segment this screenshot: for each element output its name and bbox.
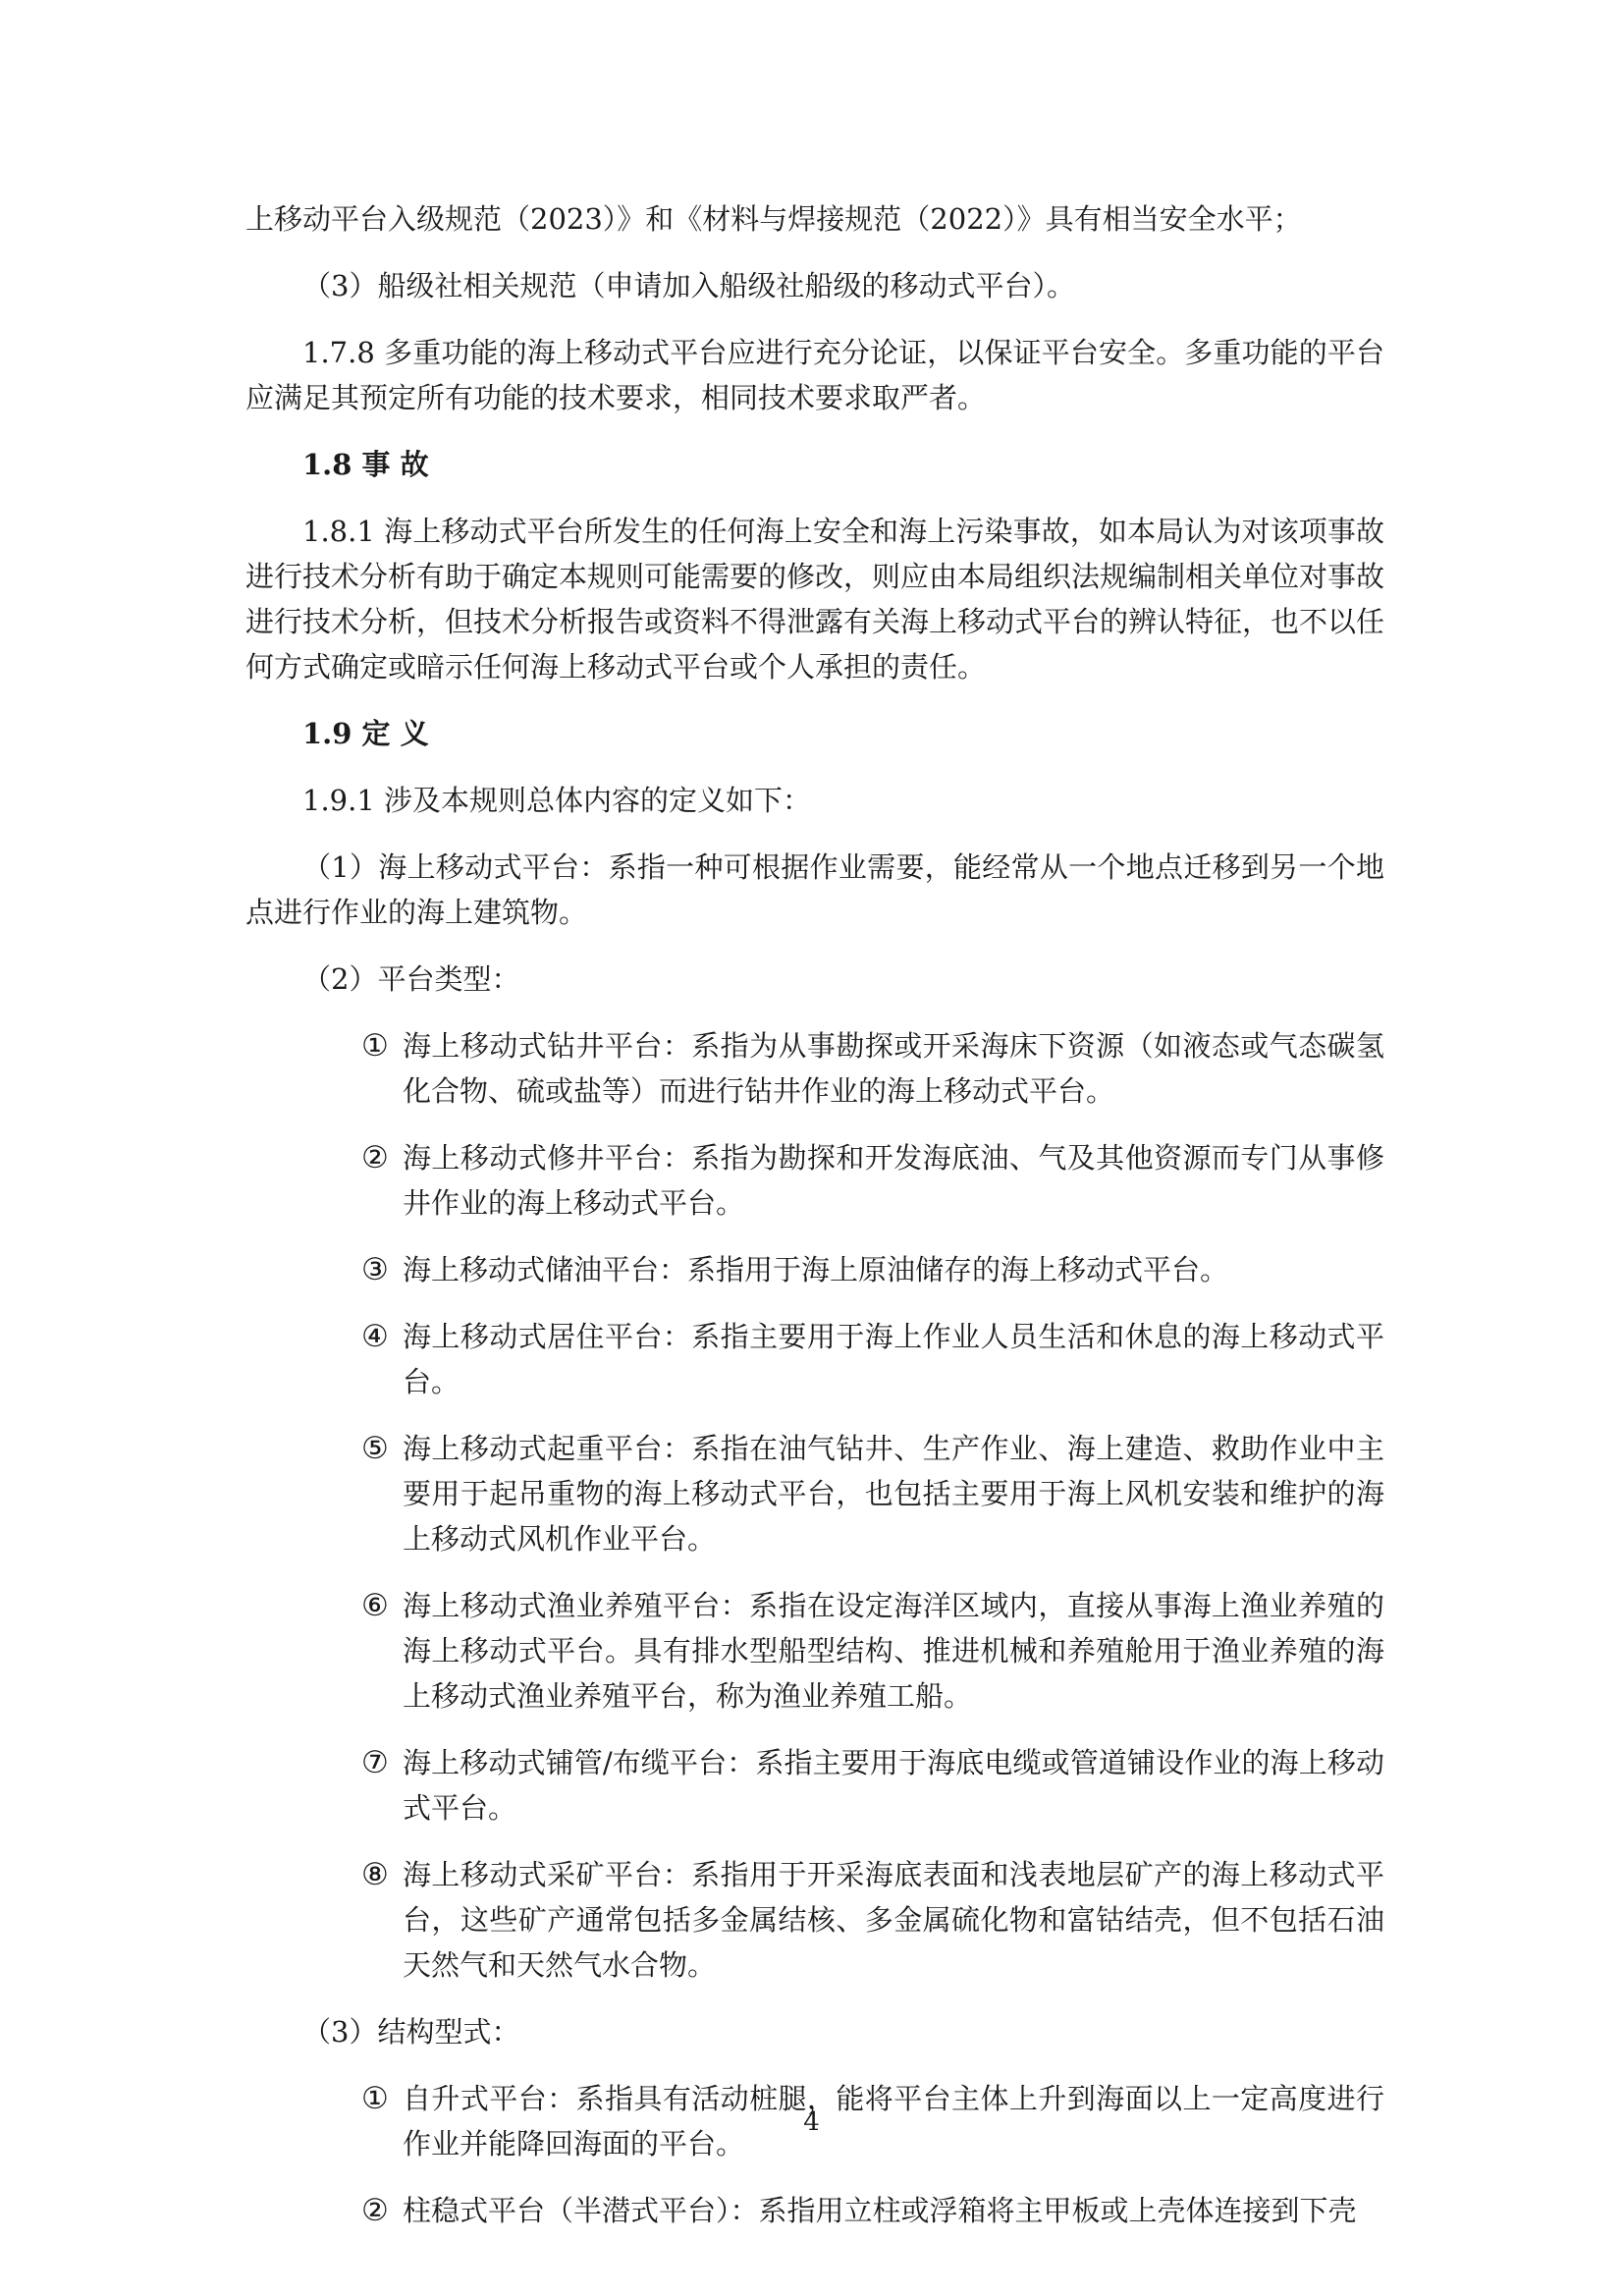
list-marker: ⑦ <box>361 1745 389 1780</box>
list-item-text: 海上移动式起重平台：系指在油气钻井、生产作业、海上建造、救助作业中主要用于起吊重物的海上移动式平台，也包括主要用于海上风机安装和维护的海上移动式风机作业平台。 <box>403 1432 1384 1556</box>
list-marker: ③ <box>361 1252 389 1287</box>
list-item <box>245 2188 1384 2233</box>
definition-1: （1）海上移动式平台：系指一种可根据作业需要，能经常从一个地点迁移到另一个地点进行作业的海上建筑物。 <box>245 850 1384 929</box>
list-marker: ⑧ <box>361 1857 389 1892</box>
list-item-text: 海上移动式渔业养殖平台：系指在设定海洋区域内，直接从事海上渔业养殖的海上移动式平台。具有排水型船型结构、推进机械和养殖舱用于渔业养殖的海上移动式渔业养殖平台，称为渔业养殖工船。 <box>403 1589 1384 1713</box>
list-marker: ⑤ <box>361 1431 389 1466</box>
list-item-text: 海上移动式采矿平台：系指用于开采海底表面和浅表地层矿产的海上移动式平台，这些矿产通常包括多金属结核、多金属硫化物和富钴结壳，但不包括石油天然气和天然气水合物。 <box>403 1858 1384 1982</box>
list-item-text: 柱稳式平台（半潜式平台）：系指用立柱或浮箱将主甲板或上壳体连接到下壳 <box>403 2194 1357 2227</box>
document-body <box>245 196 1384 2255</box>
list-item <box>245 1426 1384 1561</box>
list-item <box>245 1852 1384 1988</box>
structure-type-list <box>245 2076 1384 2233</box>
list-marker: ⑥ <box>361 1588 389 1623</box>
continuation-paragraph: 上移动平台入级规范（2023）》和《材料与焊接规范（2022）》具有相当安全水平； <box>245 202 1302 236</box>
platform-type-list <box>245 1023 1384 1988</box>
list-item <box>245 1135 1384 1226</box>
item-3-paragraph: （3）船级社相关规范（申请加入船级社船级的移动式平台）。 <box>302 269 1075 302</box>
list-item-text: 海上移动式居住平台：系指主要用于海上作业人员生活和休息的海上移动式平台。 <box>403 1320 1384 1398</box>
list-item <box>245 1740 1384 1831</box>
clause-1-7-8: 1.7.8 多重功能的海上移动式平台应进行充分论证，以保证平台安全。多重功能的平台应满足其预定所有功能的技术要求，相同技术要求取严者。 <box>245 336 1384 414</box>
list-marker: ④ <box>361 1319 389 1354</box>
clause-1-9-1: 1.9.1 涉及本规则总体内容的定义如下： <box>302 784 812 817</box>
list-item <box>245 1314 1384 1404</box>
list-item <box>245 1583 1384 1719</box>
list-marker: ② <box>361 2193 389 2228</box>
list-item-text: 海上移动式钻井平台：系指为从事勘探或开采海床下资源（如液态或气态碳氢化合物、硫或盐等）而进行钻井作业的海上移动式平台。 <box>403 1029 1384 1108</box>
clause-1-8-1: 1.8.1 海上移动式平台所发生的任何海上安全和海上污染事故，如本局认为对该项事故进行技术分析有助于确定本规则可能需要的修改，则应由本局组织法规编制相关单位对事故进行技术分析，但技术分析报告或资料不得泄露有关海上移动式平台的辨认特征，也不以任何方式确定或暗示任何海上移动式平台或个人承担的责任。 <box>245 515 1385 683</box>
list-item <box>245 1247 1384 1292</box>
section-heading-1-9: 1.9 定 义 <box>302 717 429 750</box>
definition-3-label: （3）结构型式： <box>302 2015 520 2049</box>
section-heading-1-8: 1.8 事 故 <box>302 448 429 481</box>
list-item-text: 自升式平台：系指具有活动桩腿，能将平台主体上升到海面以上一定高度进行作业并能降回海面的平台。 <box>403 2082 1384 2160</box>
list-item-text: 海上移动式铺管/布缆平台：系指主要用于海底电缆或管道铺设作业的海上移动式平台。 <box>403 1746 1384 1825</box>
definition-2-label: （2）平台类型： <box>302 962 520 996</box>
list-item-text: 海上移动式修井平台：系指为勘探和开发海底油、气及其他资源而专门从事修井作业的海上移动式平台。 <box>403 1141 1384 1220</box>
list-marker: ① <box>361 2081 389 2116</box>
list-marker: ① <box>361 1028 389 1064</box>
list-item-text: 海上移动式储油平台：系指用于海上原油储存的海上移动式平台。 <box>403 1253 1229 1286</box>
list-item <box>245 1023 1384 1114</box>
list-marker: ② <box>361 1140 389 1175</box>
page-number: 4 <box>803 2107 820 2137</box>
